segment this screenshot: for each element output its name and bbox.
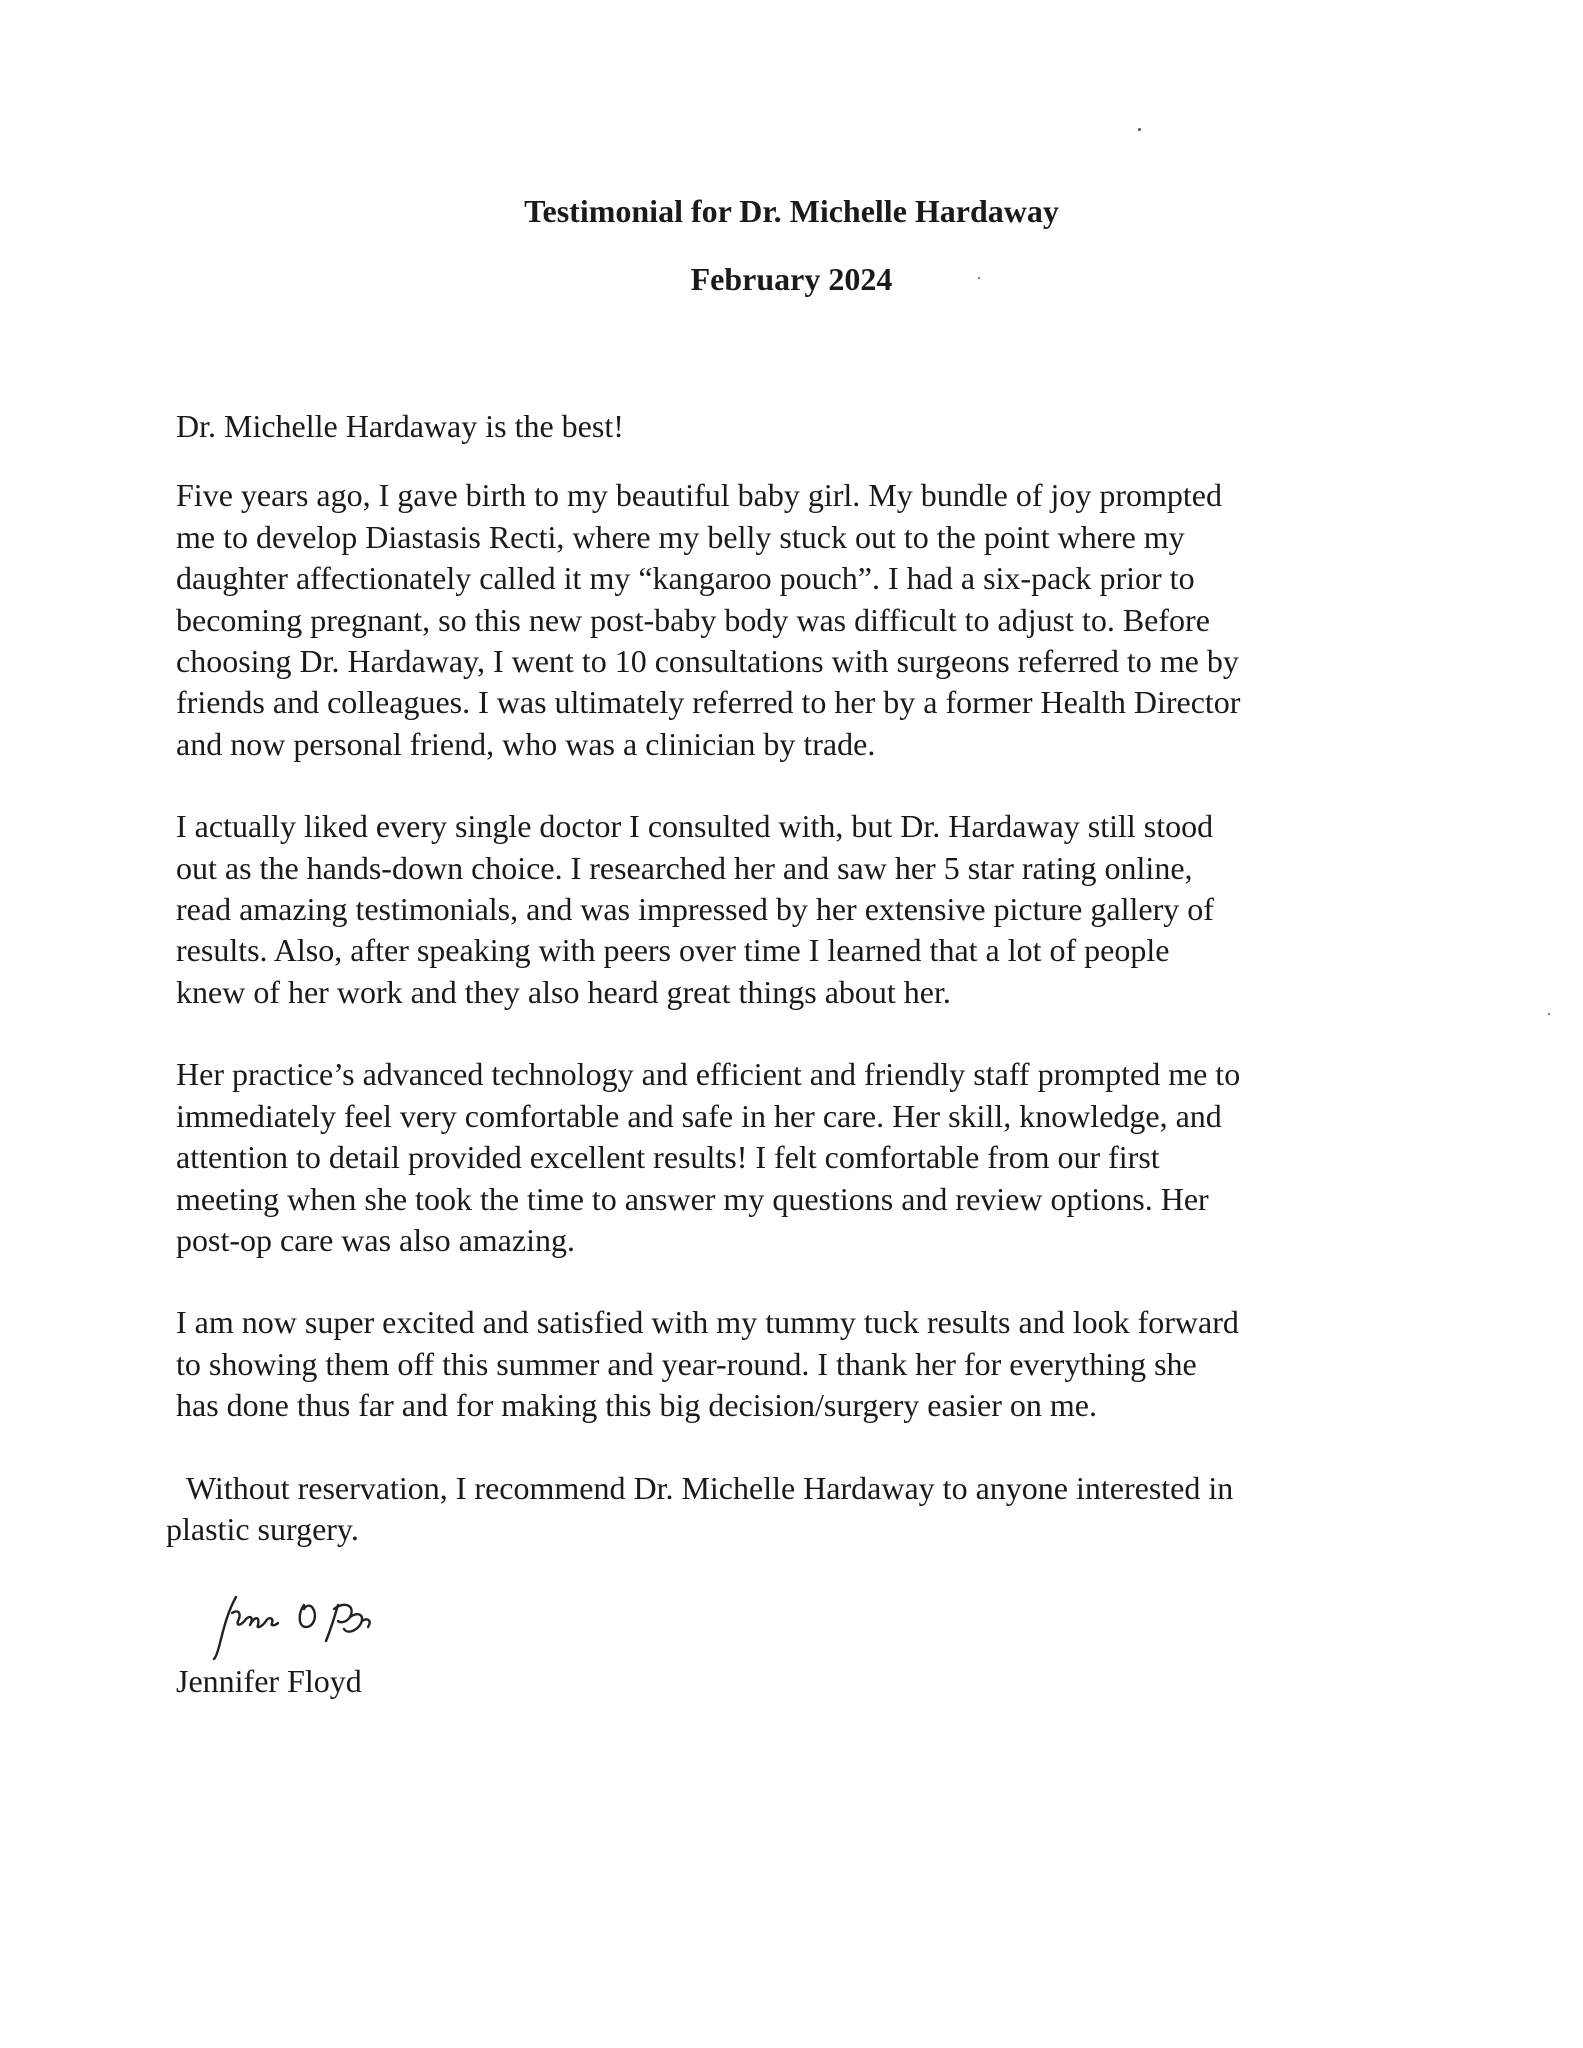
text-line: choosing Dr. Hardaway, I went to 10 consultations with surgeons referred to me by <box>176 643 1239 680</box>
paragraph-recommendation <box>166 1468 1416 1551</box>
paragraph-practice <box>176 1054 1416 1261</box>
signature-icon <box>206 1591 396 1661</box>
paragraph-choice <box>176 806 1416 1013</box>
text-line: daughter affectionately called it my “kangaroo pouch”. I had a six-pack prior to <box>176 560 1195 597</box>
text-line: results. Also, after speaking with peers over time I learned that a lot of people <box>176 932 1170 969</box>
text-line: read amazing testimonials, and was impressed by her extensive picture gallery of <box>176 891 1214 928</box>
text-line: Dr. Michelle Hardaway is the best! <box>176 408 624 444</box>
text-line: and now personal friend, who was a clinician by trade. <box>176 725 876 762</box>
text-line: Her practice’s advanced technology and efficient and friendly staff prompted me to <box>176 1056 1241 1093</box>
text-line: has done thus far and for making this big decision/surgery easier on me. <box>176 1387 1097 1424</box>
text-line: becoming pregnant, so this new post-baby body was difficult to adjust to. Before <box>176 601 1210 638</box>
paragraph-background <box>176 475 1416 765</box>
document-title: Testimonial for Dr. Michelle Hardaway <box>524 193 1059 229</box>
scan-speck <box>1548 1013 1550 1015</box>
text-line: me to develop Diastasis Recti, where my belly stuck out to the point where my <box>176 518 1185 555</box>
paragraph-results <box>176 1302 1416 1426</box>
text-line: post-op care was also amazing. <box>176 1221 575 1258</box>
paragraph-intro <box>176 406 1416 447</box>
text-line: Without reservation, I recommend Dr. Michelle Hardaway to anyone interested in <box>186 1469 1234 1506</box>
text-line: Five years ago, I gave birth to my beautiful baby girl. My bundle of joy prompted <box>176 477 1222 514</box>
text-line: out as the hands-down choice. I researched her and saw her 5 star rating online, <box>176 849 1193 886</box>
document-date: February 2024 <box>690 261 893 297</box>
text-line: to showing them off this summer and year-round. I thank her for everything she <box>176 1345 1197 1382</box>
text-line: immediately feel very comfortable and safe in her care. Her skill, knowledge, and <box>176 1097 1222 1134</box>
letter-body <box>166 406 1416 1550</box>
text-line: I actually liked every single doctor I consulted with, but Dr. Hardaway still stood <box>176 808 1214 845</box>
text-line: knew of her work and they also heard great things about her. <box>176 973 951 1010</box>
text-line: attention to detail provided excellent results! I felt comfortable from our first <box>176 1139 1160 1176</box>
text-line: friends and colleagues. I was ultimately referred to her by a former Health Director <box>176 684 1241 721</box>
scan-speck <box>1138 128 1141 131</box>
text-line: plastic surgery. <box>166 1510 359 1547</box>
text-line: meeting when she took the time to answer my questions and review options. Her <box>176 1180 1209 1217</box>
signer-name: Jennifer Floyd <box>176 1663 362 1699</box>
text-line: I am now super excited and satisfied with my tummy tuck results and look forward <box>176 1304 1239 1341</box>
